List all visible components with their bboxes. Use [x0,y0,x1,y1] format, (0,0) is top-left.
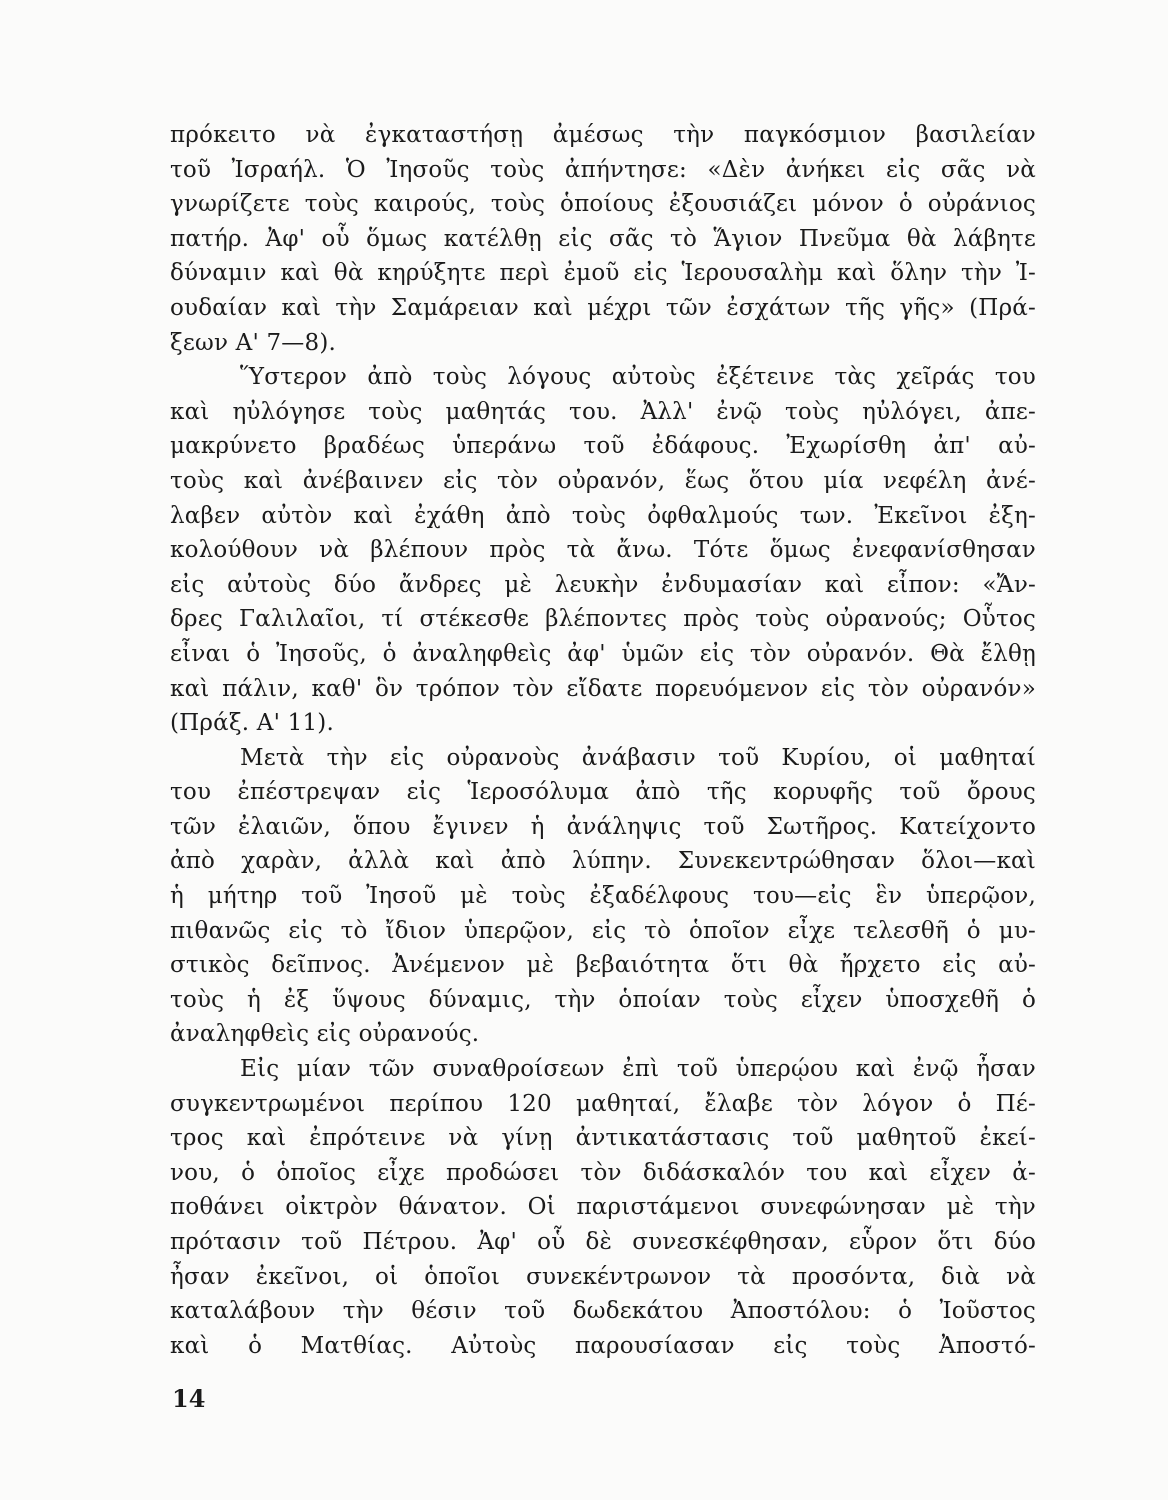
text-line: ξεων Α' 7—8). [170,329,337,356]
text-line: εἰς αὐτοὺς δύο ἄνδρες μὲ λευκὴν ἐνδυμασίαν καὶ εἶπον: «Ἄν- [170,571,1036,598]
text-line: ποθάνει οἰκτρὸν θάνατον. Οἱ παριστάμενοι συνεφώνησαν μὲ τὴν [170,1194,1036,1221]
text-line: πρότασιν τοῦ Πέτρου. Ἀφ' οὗ δὲ συνεσκέφθησαν, εὗρον ὅτι δύο [170,1229,1036,1255]
text-line: εἶναι ὁ Ἰησοῦς, ὁ ἀναληφθεὶς ἀφ' ὑμῶν εἰς τὸν οὐρανόν. Θὰ ἔλθῃ [170,640,1036,667]
text-line: νου, ὁ ὁποῖος εἶχε προδώσει τὸν διδάσκαλόν του καὶ εἶχεν ἀ- [170,1159,1036,1186]
text-line: ουδαίαν καὶ τὴν Σαμάρειαν καὶ μέχρι τῶν ἐσχάτων τῆς γῆς» (Πρά- [170,294,1036,321]
text-line: του ἐπέστρεψαν εἰς Ἱεροσόλυμα ἀπὸ τῆς κορυφῆς τοῦ ὄρους [170,779,1036,806]
text-line: δρες Γαλιλαῖοι, τί στέκεσθε βλέποντες πρὸς τοὺς οὐρανούς; Οὗτος [170,606,1036,633]
text-line: καταλάβουν τὴν θέσιν τοῦ δωδεκάτου Ἀποστόλου: ὁ Ἰοῦστος [170,1298,1036,1325]
text-line: ἡ μήτηρ τοῦ Ἰησοῦ μὲ τοὺς ἐξαδέλφους του—εἰς ἓν ὑπερῷον, [170,883,1036,910]
paragraph [170,1052,1036,1363]
page-number: 14 [172,1384,206,1413]
text-line: ἦσαν ἐκεῖνοι, οἱ ὁποῖοι συνεκέντρωνον τὰ προσόντα, διὰ νὰ [170,1263,1036,1290]
text-line: συγκεντρωμένοι περίπου 120 μαθηταί, ἔλαβε τὸν λόγον ὁ Πέ- [170,1090,1036,1117]
text-line: τρος καὶ ἐπρότεινε νὰ γίνῃ ἀντικατάστασις τοῦ μαθητοῦ ἐκεί- [170,1125,1036,1152]
text-line: πιθανῶς εἰς τὸ ἴδιον ὑπερῷον, εἰς τὸ ὁποῖον εἶχε τελεσθῆ ὁ μυ- [170,917,1036,944]
text-line: λαβεν αὐτὸν καὶ ἐχάθη ἀπὸ τοὺς ὀφθαλμούς των. Ἐκεῖνοι ἐξη- [170,502,1036,529]
text-line: ἀπὸ χαρὰν, ἀλλὰ καὶ ἀπὸ λύπην. Συνεκεντρώθησαν ὅλοι—καὶ [170,848,1036,875]
paragraph [170,118,1036,360]
text-line: πατήρ. Ἀφ' οὗ ὅμως κατέλθῃ εἰς σᾶς τὸ Ἅγιον Πνεῦμα θὰ λάβητε [170,225,1036,252]
text-line: καὶ ὁ Ματθίας. Αὐτοὺς παρουσίασαν εἰς τοὺς Ἀποστό- [170,1332,1036,1359]
text-line: καὶ πάλιν, καθ' ὃν τρόπον τὸν εἴδατε πορευόμενον εἰς τὸν οὐρανόν» [170,675,1036,702]
text-line: Ὕστερον ἀπὸ τοὺς λόγους αὐτοὺς ἐξέτεινε τὰς χεῖράς του [240,364,1036,391]
text-line: στικὸς δεῖπνος. Ἀνέμενον μὲ βεβαιότητα ὅτι θὰ ἤρχετο εἰς αὐ- [170,952,1036,979]
text-line: καὶ ηὐλόγησε τοὺς μαθητάς του. Ἀλλ' ἐνῷ τοὺς ηὐλόγει, ἀπε- [170,398,1036,425]
text-line: (Πράξ. Α' 11). [170,710,334,737]
paragraph [170,741,1036,1052]
text-line: πρόκειτο νὰ ἐγκαταστήσῃ ἀμέσως τὴν παγκόσμιον βασιλείαν [170,122,1036,148]
text-line: Εἰς μίαν τῶν συναθροίσεων ἐπὶ τοῦ ὑπερῴου καὶ ἐνῷ ἦσαν [240,1056,1036,1083]
text-line: ἀναληφθεὶς εἰς οὐρανούς. [170,1021,480,1048]
text-line: δύναμιν καὶ θὰ κηρύξητε περὶ ἐμοῦ εἰς Ἱερουσαλὴμ καὶ ὅλην τὴν Ἰ- [170,260,1036,287]
text-line: τοὺς ἡ ἐξ ὕψους δύναμις, τὴν ὁποίαν τοὺς εἶχεν ὑποσχεθῆ ὁ [170,986,1036,1013]
text-line: κολούθουν νὰ βλέπουν πρὸς τὰ ἄνω. Τότε ὅμως ἐνεφανίσθησαν [170,537,1036,564]
text-line: Μετὰ τὴν εἰς οὐρανοὺς ἀνάβασιν τοῦ Κυρίου, οἱ μαθηταί [240,744,1036,771]
text-line: μακρύνετο βραδέως ὑπεράνω τοῦ ἐδάφους. Ἐχωρίσθη ἀπ' αὐ- [170,433,1036,460]
text-line: τῶν ἐλαιῶν, ὅπου ἔγινεν ἡ ἀνάληψις τοῦ Σωτῆρος. Κατείχοντο [170,813,1036,840]
paragraph [170,360,1036,741]
body-text [170,118,1036,1363]
text-line: τοῦ Ἰσραήλ. Ὁ Ἰησοῦς τοὺς ἀπήντησε: «Δὲν ἀνήκει εἰς σᾶς νὰ [170,156,1036,183]
text-line: γνωρίζετε τοὺς καιρούς, τοὺς ὁποίους ἐξουσιάζει μόνον ὁ οὐράνιος [170,191,1036,218]
text-line: τοὺς καὶ ἀνέβαινεν εἰς τὸν οὐρανόν, ἕως ὅτου μία νεφέλη ἀνέ- [170,467,1036,494]
